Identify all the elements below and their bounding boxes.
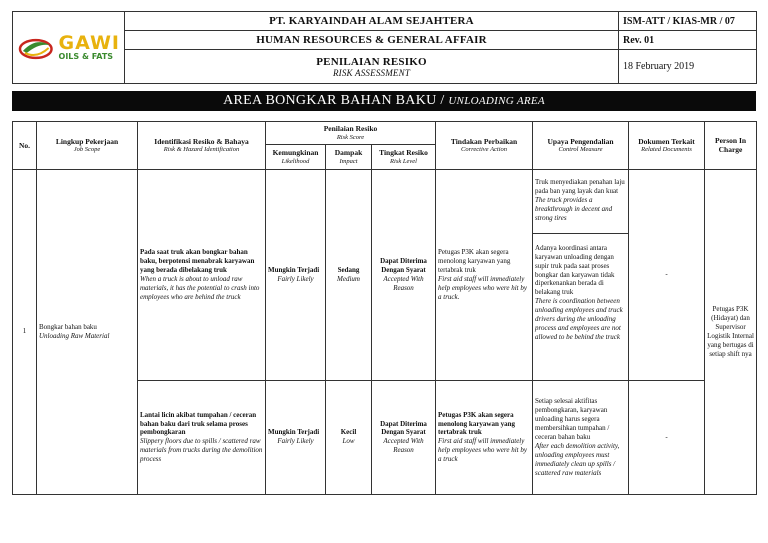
logo-name: GAWI [58, 32, 120, 54]
table-row [13, 169, 757, 380]
department-name: HUMAN RESOURCES & GENERAL AFFAIR [125, 31, 619, 50]
job-scope-en: Unloading Raw Material [39, 331, 110, 340]
control-cell [533, 380, 629, 494]
likelihood-value-en: Fairly Likely [277, 437, 314, 446]
related-docs: - [629, 380, 705, 494]
col-assessment: Penilaian Resiko Risk Score [266, 122, 436, 145]
corrective-cell [436, 380, 533, 494]
likelihood-value: Mungkin Terjadi [268, 428, 320, 437]
header-row [13, 122, 757, 145]
control-text: Truk menyediakan penahan laju pada ban yang layak dan kuat [535, 177, 625, 195]
impact-value-en: Medium [337, 274, 360, 283]
risk-level-value-en: Accepted With Reason [383, 437, 424, 455]
risk-level-value: Dapat Diterima Dengan Syarat [380, 419, 427, 437]
corrective-text: Petugas P3K akan segera menolong karyawan yang tertabrak truk [438, 410, 516, 437]
job-scope-cell [37, 169, 138, 494]
hazard-text-en: Slippery floors due to spills / scattered raw materials from trucks during the demolition process [140, 437, 263, 464]
logo-subtitle: OILS & FATS [58, 52, 114, 61]
col-corrective: Tindakan Perbaikan Corrective Action [436, 122, 533, 170]
company-name: PT. KARYAINDAH ALAM SEJAHTERA [125, 12, 619, 31]
col-impact: Dampak Impact [326, 144, 372, 169]
impact-value: Sedang [337, 265, 360, 274]
risk-level-value: Dapat Diterima Dengan Syarat [380, 257, 427, 274]
control-text: Setiap selesai aktifitas pembongkaran, karyawan unloading harus segera membersihkan tumpahan / ceceran bahan baku [535, 397, 610, 441]
col-no: No. [13, 122, 37, 170]
hazard-cell [138, 169, 266, 380]
impact-cell [326, 169, 372, 380]
hazard-cell [138, 380, 266, 494]
corrective-text-en: First aid staff will immediately help employees who were hit by a truck [438, 437, 527, 464]
risk-level-cell [372, 169, 436, 380]
control-measure-2 [533, 234, 628, 344]
col-scope: Lingkup Pekerjaan Job Scope [37, 122, 138, 170]
hazard-text: Lantai licin akibat tumpahan / ceceran bahan baku dari truk selama proses pembongkaran [140, 410, 257, 437]
likelihood-value-en: Fairly Likely [277, 274, 314, 283]
document-title-id: PENILAIAN RESIKO [316, 55, 427, 68]
likelihood-cell [266, 169, 326, 380]
job-scope: Bongkar bahan baku [39, 322, 97, 331]
hazard-text-en: When a truck is about to unload raw materials, it has the potential to crash into employees who are behind the truck [140, 274, 260, 301]
impact-value: Kecil [340, 428, 357, 437]
impact-value-en: Low [342, 437, 355, 446]
document-title-en: RISK ASSESSMENT [332, 67, 411, 78]
document-header [12, 11, 757, 84]
control-cell [533, 169, 629, 380]
corrective-text-en: First aid staff will immediately help employees who were hit by a truck. [438, 274, 527, 301]
company-logo [17, 33, 120, 63]
control-text-en: There is coordination between unloading employees and truck drivers during the unloading process and employees are not allowed to be behind the truck [535, 297, 623, 342]
document-title [125, 50, 619, 84]
logo-cell [13, 12, 125, 84]
likelihood-value: Mungkin Terjadi [268, 265, 320, 274]
col-level: Tingkat Resiko Risk Level [372, 144, 436, 169]
area-title: AREA BONGKAR BAHAN BAKU / [223, 93, 449, 108]
col-pic: Person In Charge [705, 122, 757, 170]
col-docs: Dokumen Terkait Related Documents [629, 122, 705, 170]
control-measure-1 [533, 170, 628, 234]
impact-cell [326, 380, 372, 494]
corrective-cell [436, 169, 533, 380]
area-title-bar [12, 91, 756, 111]
leaf-swoosh-icon [17, 33, 55, 63]
col-likelihood: Kemungkinan Likelihood [266, 144, 326, 169]
control-text: Adanya koordinasi antara karyawan unloading dengan supir truk pada saat proses bongkar dan karyawan tidak diperkenankan berada di belakang truk [535, 243, 615, 297]
row-number: 1 [13, 169, 37, 494]
risk-level-cell [372, 380, 436, 494]
likelihood-cell [266, 380, 326, 494]
corrective-text: Petugas P3K akan segera menolong karyawan yang tertabrak truk [438, 248, 511, 274]
control-text-en: After each demolition activity, unloading employees must immediately clean up spills / scattered raw materials [535, 441, 620, 477]
related-docs: - [629, 169, 705, 380]
col-control: Upaya Pengendalian Control Measure [533, 122, 629, 170]
revision: Rev. 01 [619, 31, 757, 50]
document-code: ISM-ATT / KIAS-MR / 07 [619, 12, 757, 31]
hazard-text: Pada saat truk akan bongkar bahan baku, berpotensi menabrak karyawan yang berada dibelakang truk [140, 248, 255, 274]
risk-assessment-table [12, 121, 757, 495]
control-text-en: The truck provides a breakthrough in decent and strong tires [535, 195, 613, 222]
person-in-charge: Petugas P3K (Hidayat) dan Supervisor Logistik Internal yang bertugas di setiap shift nya [705, 169, 757, 494]
col-hazard: Identifikasi Resiko & Bahaya Risk & Hazard Identification [138, 122, 266, 170]
risk-level-value-en: Accepted With Reason [383, 274, 424, 292]
area-title-en: UNLOADING AREA [448, 95, 545, 107]
document-date: 18 February 2019 [619, 50, 757, 84]
